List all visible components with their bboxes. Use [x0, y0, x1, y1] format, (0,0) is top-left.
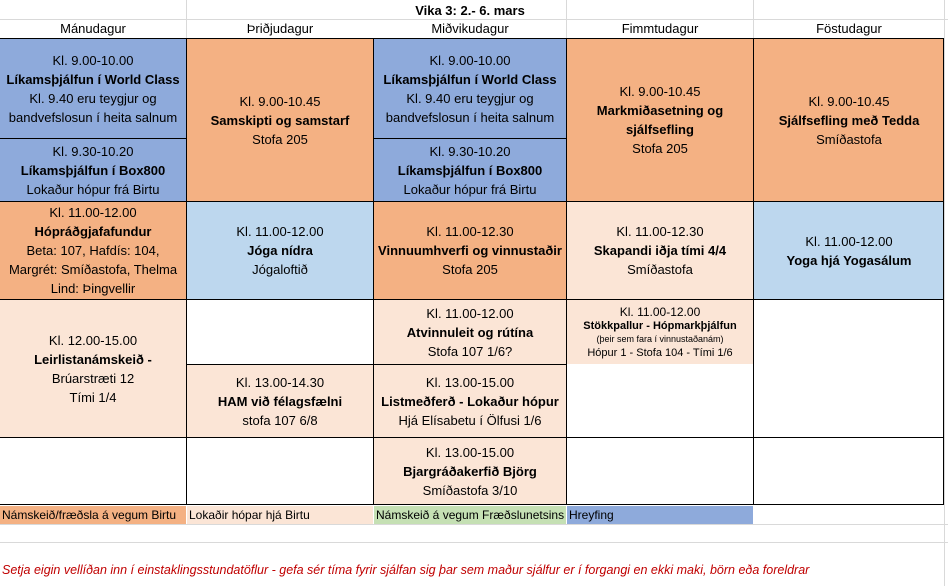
event-title: Leirlistanámskeið - — [34, 351, 152, 367]
table-border — [0, 38, 944, 39]
table-border — [0, 138, 186, 139]
event-time: Kl. 9.00-10.00 — [429, 52, 511, 68]
event-thu-goalsetting[interactable] — [567, 39, 753, 201]
event-detail: Stofa 205 — [442, 262, 498, 277]
table-border — [373, 38, 374, 505]
event-time: Kl. 11.00-12.00 — [49, 205, 137, 220]
event-detail: Kl. 9.40 eru teygjur og — [406, 90, 534, 106]
event-detail: Brúarstræti 12 — [51, 370, 135, 386]
event-thu-creative[interactable] — [567, 202, 753, 299]
event-detail: Lokaður hópur frá Birtu — [403, 181, 537, 197]
event-detail: stofa 107 6/8 — [242, 412, 318, 428]
event-tue-ham[interactable] — [187, 365, 373, 437]
event-detail: Stofa 107 1/6? — [427, 343, 513, 359]
event-detail: Tími 1/4 — [69, 389, 117, 405]
event-time: Kl. 13.00-15.00 — [425, 444, 515, 460]
event-time: Kl. 9.30-10.20 — [429, 143, 511, 159]
event-title: Bjargráðakerfið Björg — [403, 463, 537, 479]
table-border — [0, 201, 944, 202]
table-border — [0, 437, 944, 438]
legend-birtu-courses: Námskeið/fræðsla á vegum Birtu — [0, 506, 186, 524]
event-detail: Stofa 205 — [632, 141, 688, 156]
event-time: Kl. 11.00-12.00 — [805, 233, 893, 249]
event-title: Líkamsþjálfun í Box800 — [397, 162, 543, 178]
event-time: Kl. 11.00-12.00 — [619, 304, 701, 319]
event-time: Kl. 9.00-10.45 — [239, 93, 321, 109]
table-border — [0, 504, 944, 505]
event-detail: Jógaloftið — [252, 262, 308, 277]
event-time: Kl. 13.00-14.30 — [235, 374, 325, 390]
event-title: Samskipti og samstarf — [210, 112, 350, 128]
day-header-thursday: Fimmtudagur — [621, 21, 699, 36]
event-tue-yoga-nidra[interactable] — [187, 202, 373, 299]
event-thu-coaching[interactable] — [567, 300, 753, 364]
event-title: sjálfsefling — [626, 122, 694, 137]
event-wed-jobsearch[interactable] — [374, 300, 566, 364]
event-wed-box800[interactable] — [374, 139, 566, 201]
event-time: Kl. 9.00-10.45 — [619, 84, 701, 99]
event-wed-bjorg[interactable] — [374, 438, 566, 504]
table-border — [753, 38, 754, 505]
day-header-wednesday: Miðvikudagur — [431, 21, 509, 36]
event-detail: Kl. 9.40 eru teygjur og — [29, 90, 157, 106]
event-title: Vinnuumhverfi og vinnustaðir — [378, 243, 562, 258]
gridline — [0, 524, 948, 525]
event-mon-group-meeting[interactable] — [0, 202, 186, 299]
day-header-friday: Föstudagur — [816, 21, 882, 36]
legend-fraedslunet: Námskeið á vegum Fræðslunetsins — [374, 506, 566, 524]
table-border — [187, 364, 566, 365]
event-detail: Beta: 107, Hafdís: 104, — [26, 243, 160, 258]
event-tue-communication[interactable] — [187, 39, 373, 201]
event-mon-box800[interactable] — [0, 139, 186, 201]
event-fri-yoga[interactable] — [754, 202, 944, 299]
event-title: Sjálfsefling með Tedda — [778, 112, 920, 128]
day-header-monday: Mánudagur — [60, 21, 126, 36]
event-detail: Hjá Elísabetu í Ölfusi 1/6 — [398, 412, 542, 428]
legend-closed-groups: Lokaðir hópar hjá Birtu — [187, 506, 373, 524]
week-title: Vika 3: 2.- 6. mars — [415, 3, 525, 18]
event-title: Skapandi iðja tími 4/4 — [593, 243, 727, 258]
event-time: Kl. 11.00-12.30 — [426, 224, 514, 239]
event-title: Yoga hjá Yogasálum — [786, 252, 912, 268]
event-time: Kl. 13.00-15.00 — [425, 374, 515, 390]
event-detail: Margrét: Smíðastofa, Thelma — [8, 262, 178, 277]
event-mon-worldclass[interactable] — [0, 39, 186, 138]
event-detail: Smíðastofa — [816, 131, 882, 147]
event-time: Kl. 12.00-15.00 — [48, 332, 138, 348]
event-detail: (þeir sem fara í vinnustaðanám) — [596, 333, 724, 344]
table-border — [186, 38, 187, 505]
table-border — [943, 38, 944, 505]
event-detail: Smíðastofa 3/10 — [422, 482, 518, 498]
table-border — [566, 38, 567, 505]
event-title: HAM við félagsfælni — [217, 393, 343, 409]
event-title: Líkamsþjálfun í Box800 — [20, 162, 166, 178]
day-header-tuesday: Þriðjudagur — [246, 21, 314, 36]
event-wed-art-therapy[interactable] — [374, 365, 566, 437]
event-detail: bandvefslosun í heita salnum — [385, 109, 555, 125]
event-time: Kl. 9.00-10.45 — [808, 93, 890, 109]
event-time: Kl. 9.30-10.20 — [52, 143, 134, 159]
table-border — [374, 138, 566, 139]
event-title: Hópráðgjafafundur — [34, 224, 152, 239]
event-title: Jóga nídra — [247, 243, 313, 258]
event-title: Stökkpallur - Hópmarkþjálfun — [583, 319, 737, 332]
event-time: Kl. 11.00-12.30 — [616, 224, 704, 239]
gridline — [944, 0, 945, 586]
event-title: Listmeðferð - Lokaður hópur — [381, 393, 559, 409]
event-time: Kl. 11.00-12.00 — [236, 224, 324, 239]
legend-exercise: Hreyfing — [567, 506, 753, 524]
event-wed-workplaces[interactable] — [374, 202, 566, 299]
event-detail: Hópur 1 - Stofa 104 - Tími 1/6 — [587, 346, 733, 359]
gridline — [0, 542, 948, 543]
event-time: Kl. 9.00-10.00 — [52, 52, 134, 68]
event-detail: Smíðastofa — [627, 262, 693, 277]
event-detail: Lokaður hópur frá Birtu — [26, 181, 160, 197]
event-time: Kl. 11.00-12.00 — [426, 305, 514, 321]
event-title: Atvinnuleit og rútína — [406, 324, 534, 340]
event-title: Markmiðasetning og — [596, 103, 724, 118]
event-wed-worldclass[interactable] — [374, 39, 566, 138]
event-detail: Stofa 205 — [252, 131, 308, 147]
event-fri-selfesteem[interactable] — [754, 39, 944, 201]
event-detail: Lind: Þingvellir — [50, 281, 136, 296]
event-detail: bandvefslosun í heita salnum — [8, 109, 178, 125]
event-title: Líkamsþjálfun í World Class — [383, 71, 557, 87]
footnote-selfcare: Setja eigin vellíðan inn í einstaklingsstundatöflur - gefa sér tíma fyrir sjálfan sig þar sem maður sjálfur er í forgangi en ekki maki, börn eða foreldrar — [2, 563, 810, 577]
table-border — [0, 299, 944, 300]
event-mon-pottery[interactable] — [0, 300, 186, 437]
event-title: Líkamsþjálfun í World Class — [6, 71, 180, 87]
